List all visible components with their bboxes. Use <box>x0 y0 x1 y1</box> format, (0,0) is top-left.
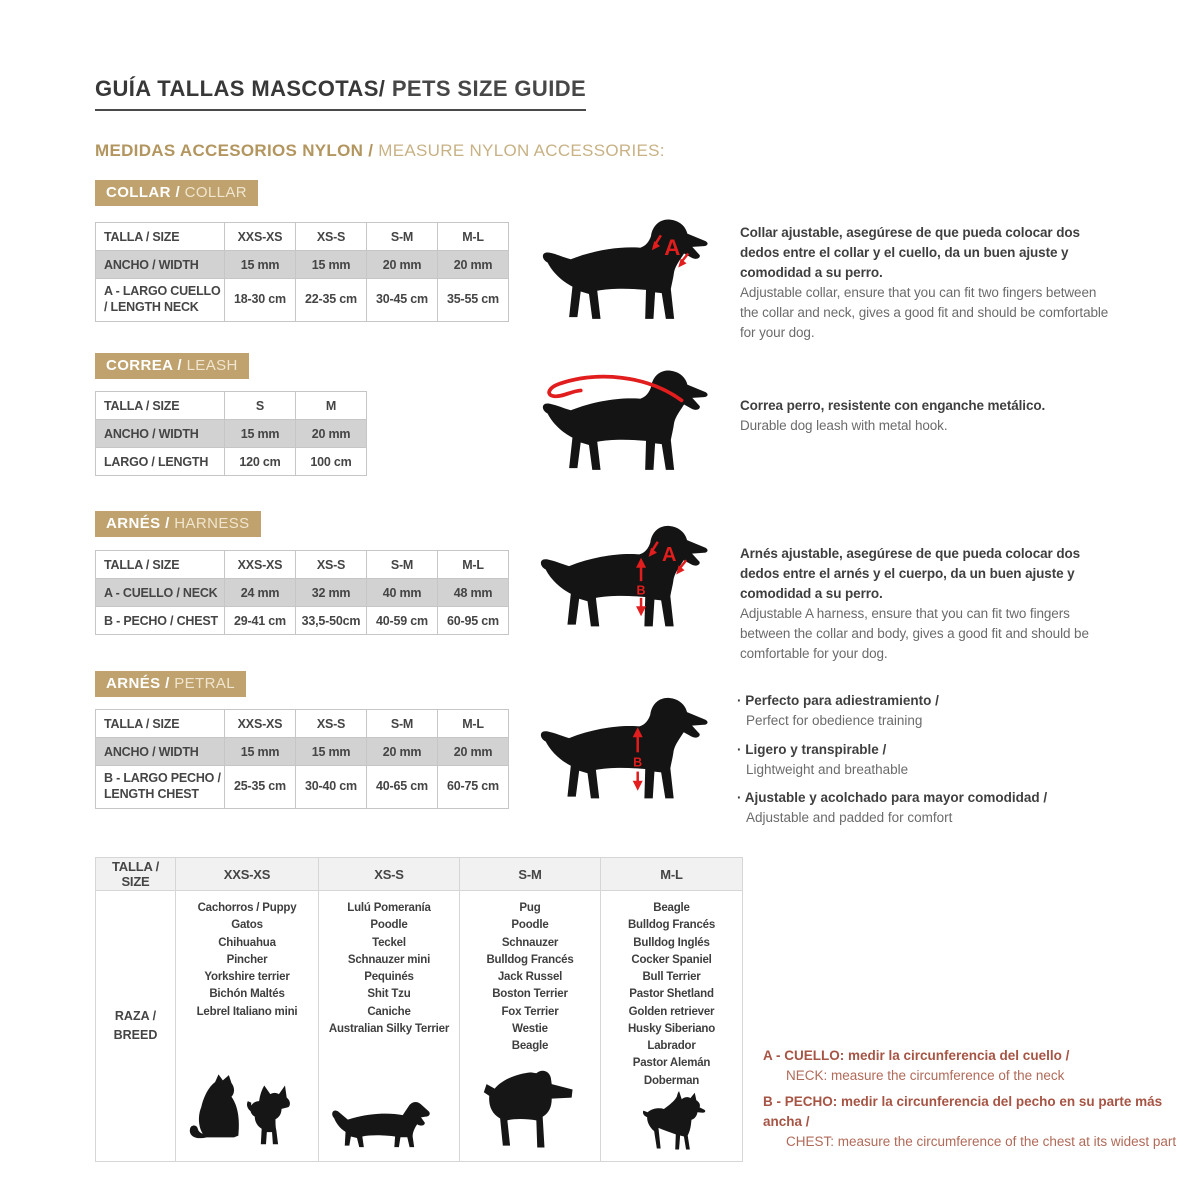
breed-item: Boston Terrier <box>492 988 568 1001</box>
section-badge-leash <box>95 353 249 379</box>
header-cell: M-L <box>438 551 509 579</box>
breed-item: Beagle <box>511 1040 549 1052</box>
breed-item: Gatos <box>231 919 263 932</box>
table-header-row <box>96 392 367 420</box>
dachshund-shape <box>332 1102 430 1147</box>
collar-description-en: Adjustable collar, ensure that you can fit two fingers between the collar and neck, gives a good fit and should be comfortable for your dog. <box>740 284 1109 340</box>
harness-chest-label: B <box>636 583 646 598</box>
header-cell: XXS-XS <box>225 223 296 251</box>
section-badge-harness <box>95 511 261 537</box>
value-cell: 15 mm <box>225 251 296 279</box>
value-cell: 30-45 cm <box>367 279 438 322</box>
value-cell: 32 mm <box>296 579 367 607</box>
breed-item: Yorkshire terrier <box>204 971 290 983</box>
dog-silhouette <box>543 371 708 470</box>
breed-item: Schnauzer <box>501 936 559 949</box>
breed-list <box>628 892 715 1090</box>
badge-label-es: ARNÉS / <box>106 515 170 532</box>
leash-description-en: Durable dog leash with metal hook. <box>740 417 948 433</box>
breed-item: Bull Terrier <box>642 971 701 983</box>
breed-item: Australian Silky Terrier <box>328 1022 450 1035</box>
badge-label-en: PETRAL <box>174 675 235 692</box>
value-cell: 120 cm <box>225 448 296 476</box>
dog-harness-illustration <box>534 519 718 645</box>
badge-label-es: COLLAR / <box>106 184 181 201</box>
petral-features <box>737 691 1097 837</box>
table-row <box>96 607 509 635</box>
label-cell: A - CUELLO / NECK <box>96 579 225 607</box>
value-cell: 100 cm <box>296 448 367 476</box>
leash-description-es: Correa perro, resistente con enganche metálico. <box>740 398 1046 413</box>
table-row <box>96 279 509 322</box>
value-cell: 30-40 cm <box>296 766 367 809</box>
breed-item: Westie <box>512 1022 548 1035</box>
section-badge-petral <box>95 671 246 697</box>
breed-item: Lulú Pomeranía <box>347 902 431 914</box>
header-cell: TALLA / SIZE <box>96 223 225 251</box>
collar-description <box>740 223 1116 343</box>
header-cell: XS-S <box>296 551 367 579</box>
breed-item: Bulldog Francés <box>486 953 574 966</box>
header-cell: XXS-XS <box>225 710 296 738</box>
badge-label-en: HARNESS <box>174 515 250 532</box>
badge-label-en: LEASH <box>186 357 238 374</box>
feature-es: · Perfecto para adiestramiento / <box>737 691 1097 711</box>
feature-en: Adjustable and padded for comfort <box>746 810 953 826</box>
feature-en: Perfect for obedience training <box>746 713 923 729</box>
label-cell: ANCHO / WIDTH <box>96 738 225 766</box>
breed-item: Cachorros / Puppy <box>197 902 297 914</box>
label-cell: ANCHO / WIDTH <box>96 251 225 279</box>
badge-label-es: CORREA / <box>106 357 182 374</box>
breed-item: Pequinés <box>364 971 414 983</box>
breed-item: Fox Terrier <box>501 1005 559 1018</box>
header-cell: M-L <box>438 223 509 251</box>
doberman-silhouette <box>613 1090 731 1152</box>
harness-neck-label: A <box>661 544 677 567</box>
breed-item: Bichón Maltés <box>209 988 285 1001</box>
breed-item: Shit Tzu <box>367 988 411 1001</box>
header-cell: M <box>296 392 367 420</box>
value-cell: 15 mm <box>296 251 367 279</box>
header-cell: XXS-XS <box>225 551 296 579</box>
note-es: B - PECHO: medir la circunferencia del pecho en su parte más ancha / <box>763 1093 1163 1129</box>
value-cell: 60-75 cm <box>438 766 509 809</box>
label-cell: B - PECHO / CHEST <box>96 607 225 635</box>
section-badge-collar <box>95 180 258 206</box>
breed-item: Poodle <box>511 919 549 932</box>
petral-size-table <box>95 709 509 809</box>
feature-item <box>737 691 1097 732</box>
table-row <box>96 448 367 476</box>
dog-petral-illustration <box>534 691 718 817</box>
table-header-row <box>96 551 509 579</box>
breed-row-label-cell <box>96 891 176 1162</box>
breed-item: Husky Siberiano <box>627 1022 716 1035</box>
note-es: A - CUELLO: medir la circunferencia del cuello / <box>763 1048 1070 1063</box>
doberman-shape <box>642 1091 704 1149</box>
cat-and-chihuahua-silhouette <box>181 1070 313 1152</box>
dog-silhouette <box>541 526 708 626</box>
value-cell: 20 mm <box>438 738 509 766</box>
breed-item: Bulldog Inglés <box>633 936 710 949</box>
breed-item: Pug <box>519 902 541 914</box>
cat-silhouette <box>190 1074 239 1138</box>
breed-item: Labrador <box>647 1040 696 1052</box>
table-header-row <box>96 858 743 891</box>
feature-en: Lightweight and breathable <box>746 761 909 777</box>
breed-item: Pastor Alemán <box>632 1057 711 1070</box>
value-cell: 18-30 cm <box>225 279 296 322</box>
table-row <box>96 738 509 766</box>
value-cell: 48 mm <box>438 579 509 607</box>
breed-item: Cocker Spaniel <box>631 953 712 966</box>
header-cell: S-M <box>460 858 601 891</box>
table-row <box>96 766 509 809</box>
chihuahua-silhouette <box>247 1086 290 1145</box>
note-en: NECK: measure the circumference of the neck <box>786 1068 1065 1084</box>
collar-size-table <box>95 222 509 322</box>
header-cell: M-L <box>438 710 509 738</box>
schnauzer-silhouette <box>480 1066 580 1152</box>
value-cell: 33,5-50cm <box>296 607 367 635</box>
header-cell: S-M <box>367 551 438 579</box>
breed-item: Teckel <box>372 936 406 949</box>
breed-list <box>486 892 573 1055</box>
breed-item: Beagle <box>653 902 690 914</box>
header-cell: S <box>225 392 296 420</box>
harness-description <box>740 544 1116 664</box>
value-cell: 40-59 cm <box>367 607 438 635</box>
breed-row <box>96 891 743 1162</box>
feature-item <box>737 740 1097 781</box>
header-cell: TALLA / SIZE <box>96 710 225 738</box>
value-cell: 22-35 cm <box>296 279 367 322</box>
table-row <box>96 251 509 279</box>
breed-item: Chihuahua <box>218 936 276 949</box>
schnauzer-shape <box>484 1071 573 1148</box>
note-en: CHEST: measure the circumference of the chest at its widest part <box>786 1134 1177 1149</box>
breed-item: Bulldog Francés <box>627 919 716 932</box>
value-cell: 15 mm <box>296 738 367 766</box>
feature-item <box>737 788 1097 829</box>
value-cell: 29-41 cm <box>225 607 296 635</box>
dog-silhouette <box>541 698 708 798</box>
breed-item: Pastor Shetland <box>629 988 714 1001</box>
breed-item: Caniche <box>367 1005 411 1018</box>
note-item <box>763 1092 1200 1153</box>
value-cell: 20 mm <box>438 251 509 279</box>
breed-row-label: RAZA / BREED <box>113 1009 158 1042</box>
table-header-row <box>96 223 509 251</box>
harness-size-table <box>95 550 509 635</box>
value-cell: 20 mm <box>367 251 438 279</box>
value-cell: 35-55 cm <box>438 279 509 322</box>
value-cell: 24 mm <box>225 579 296 607</box>
value-cell: 15 mm <box>225 738 296 766</box>
badge-label-es: ARNÉS / <box>106 675 170 692</box>
header-cell: TALLA / SIZE <box>96 858 176 891</box>
label-cell: LARGO / LENGTH <box>96 448 225 476</box>
dachshund-silhouette <box>328 1098 450 1152</box>
value-cell: 20 mm <box>367 738 438 766</box>
breed-list <box>197 892 298 1021</box>
header-cell: XS-S <box>296 223 367 251</box>
harness-description-es: Arnés ajustable, asegúrese de que pueda colocar dos dedos entre el arnés y el cuerpo, da un buen ajuste y comodidad a su perro. <box>740 546 1081 601</box>
header-cell: XS-S <box>319 858 460 891</box>
value-cell: 25-35 cm <box>225 766 296 809</box>
badge-label-en: COLLAR <box>184 184 248 201</box>
label-cell: A - LARGO CUELLO / LENGTH NECK <box>96 279 225 322</box>
breed-list <box>329 892 449 1038</box>
petral-chest-label: B <box>633 755 643 770</box>
page-subtitle <box>95 141 665 161</box>
value-cell: 20 mm <box>296 420 367 448</box>
value-cell: 15 mm <box>225 420 296 448</box>
value-cell: 40-65 cm <box>367 766 438 809</box>
leash-size-table <box>95 391 367 476</box>
feature-es: · Ligero y transpirable / <box>737 740 1097 760</box>
label-cell: ANCHO / WIDTH <box>96 420 225 448</box>
breed-item: Schnauzer mini <box>347 953 431 966</box>
harness-description-en: Adjustable A harness, ensure that you can fit two fingers between the collar and body, gives a good fit and should be comfortable for your dog. <box>740 605 1089 661</box>
breed-cell-m-l <box>601 891 743 1162</box>
measuring-notes <box>763 1046 1200 1157</box>
collar-description-es: Collar ajustable, asegúrese de que pueda colocar dos dedos entre el collar y el cuello, da un buen ajuste y comodidad a su perro. <box>740 225 1080 280</box>
dog-leash-illustration <box>536 364 718 488</box>
value-cell: 60-95 cm <box>438 607 509 635</box>
breed-item: Jack Russel <box>497 971 563 983</box>
table-row <box>96 420 367 448</box>
breed-cell-xs-s <box>319 891 460 1162</box>
breed-item: Golden retriever <box>628 1005 715 1018</box>
label-cell: B - LARGO PECHO / LENGTH CHEST <box>96 766 225 809</box>
table-row <box>96 579 509 607</box>
breed-item: Pincher <box>226 953 268 966</box>
header-cell: S-M <box>367 710 438 738</box>
page-title-en: PETS SIZE GUIDE <box>391 76 587 101</box>
page-title-es: GUÍA TALLAS MASCOTAS/ <box>95 76 386 101</box>
dog-silhouette <box>543 220 708 319</box>
leash-description <box>740 396 1116 436</box>
note-item <box>763 1046 1200 1087</box>
table-header-row <box>96 710 509 738</box>
header-cell: TALLA / SIZE <box>96 551 225 579</box>
page-subtitle-en: MEASURE NYLON ACCESSORIES: <box>378 141 665 160</box>
dog-collar-illustration <box>536 213 718 337</box>
page-title <box>95 76 586 111</box>
breed-item: Poodle <box>370 919 408 932</box>
header-cell: S-M <box>367 223 438 251</box>
breed-item: Doberman <box>643 1074 700 1087</box>
breed-item: Lebrel Italiano mini <box>196 1005 298 1018</box>
breed-cell-s-m <box>460 891 601 1162</box>
header-cell: XXS-XS <box>176 858 319 891</box>
breed-size-table <box>95 857 743 1162</box>
breed-cell-xxs-xs <box>176 891 319 1162</box>
page-subtitle-es: MEDIDAS ACCESORIOS NYLON / <box>95 141 374 160</box>
feature-es: · Ajustable y acolchado para mayor comodidad / <box>737 788 1097 808</box>
header-cell: XS-S <box>296 710 367 738</box>
header-cell: TALLA / SIZE <box>96 392 225 420</box>
value-cell: 40 mm <box>367 579 438 607</box>
petral-marking <box>633 727 643 791</box>
collar-marking-label: A <box>664 235 681 261</box>
header-cell: M-L <box>601 858 743 891</box>
